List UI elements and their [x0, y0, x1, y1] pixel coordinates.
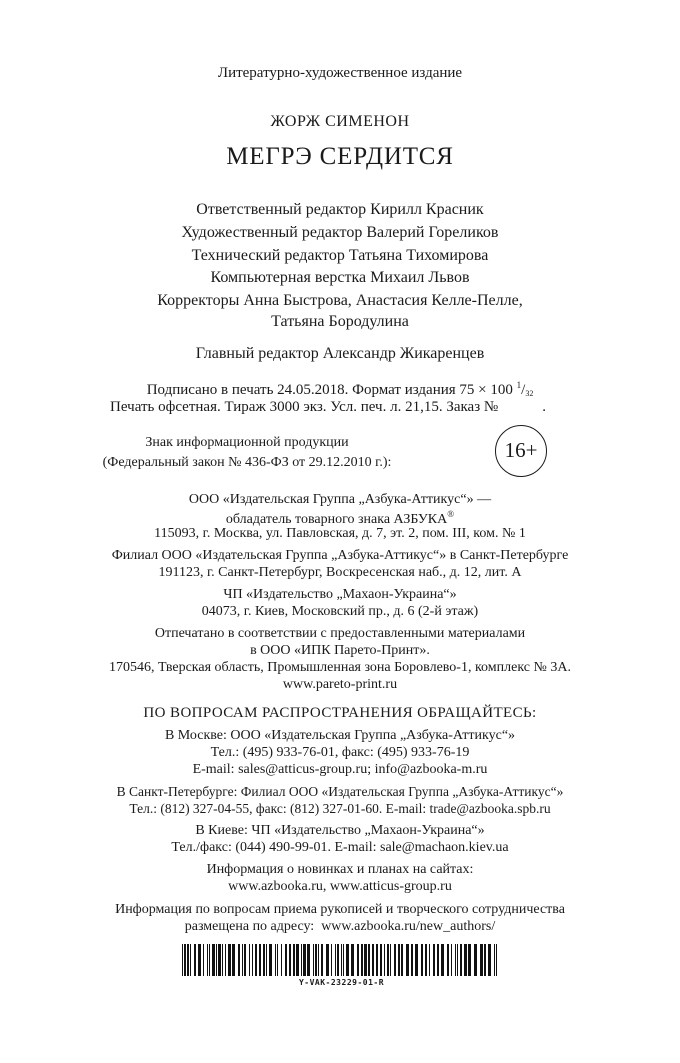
barcode-bar: [398, 944, 400, 976]
barcode-bar: [293, 944, 295, 976]
chief-editor: Главный редактор Александр Жикаренцев: [195, 345, 485, 362]
barcode-bar: [244, 944, 246, 976]
barcode-bar: [296, 944, 299, 976]
moscow-email: E-mail: sales@atticus-group.ru; info@azbooka-m.ru: [192, 762, 488, 777]
credit-line: Технический редактор Татьяна Тихомирова: [191, 247, 489, 264]
spb-contact: В Санкт-Петербурге: Филиал ООО «Издательская Группа „Азбука-Аттикус“»: [116, 784, 564, 799]
barcode-bar: [341, 944, 342, 976]
barcode-bar: [387, 944, 389, 976]
book-title: МЕГРЭ СЕРДИТСЯ: [226, 143, 454, 170]
manuscripts-info: Информация по вопросам приема рукописей и творческого сотрудничества: [115, 902, 565, 917]
barcode-bar: [421, 944, 423, 976]
credit-line: Татьяна Бородулина: [271, 313, 409, 330]
barcode-bar: [238, 944, 240, 976]
format-fraction-denominator: 32: [525, 389, 534, 398]
barcode-bar: [484, 944, 486, 976]
barcode-bar: [380, 944, 382, 976]
barcode-bar: [277, 944, 278, 976]
credit-line: Компьютерная верстка Михаил Львов: [210, 269, 470, 286]
barcode-bar: [364, 944, 367, 976]
print-info-line2: [0, 400, 668, 415]
barcode-bar: [232, 944, 235, 976]
barcode-bar: [242, 944, 243, 976]
print-info-text: Подписано в печать 24.05.2018. Формат издания 75 × 100: [146, 382, 517, 398]
barcode-bar: [182, 944, 183, 976]
barcode-bar: [460, 944, 462, 976]
barcode-bar: [301, 944, 302, 976]
barcode-bar: [474, 944, 477, 976]
barcode-bar: [394, 944, 396, 976]
age-mark-label: Знак информационной продукции: [145, 435, 349, 450]
barcode-bar: [335, 944, 336, 976]
barcode-bar: [198, 944, 201, 976]
moscow-phone: Тел.: (495) 933-76-01, факс: (495) 933-76-19: [210, 745, 470, 760]
barcode-bar: [313, 944, 314, 976]
barcode-bar: [390, 944, 391, 976]
barcode-bar: [351, 944, 354, 976]
barcode-bar: [480, 944, 483, 976]
ukraine-address: 04073, г. Киев, Московский пр., д. 6 (2-й этаж): [201, 604, 479, 619]
barcode-bar: [343, 944, 344, 976]
barcode-bar: [346, 944, 349, 976]
barcode-bar: [437, 944, 439, 976]
book-author: ЖОРЖ СИМЕНОН: [270, 113, 410, 130]
barcode-bar: [337, 944, 339, 976]
credit-line: Художественный редактор Валерий Гореликов: [181, 224, 499, 241]
barcode-bar: [285, 944, 287, 976]
barcode-bar: [376, 944, 378, 976]
barcode-bar: [429, 944, 430, 976]
barcode-bar: [222, 944, 223, 976]
barcode: [180, 944, 503, 976]
barcode-bar: [384, 944, 385, 976]
barcode-bar: [406, 944, 409, 976]
barcode-bar: [212, 944, 215, 976]
printer-website: www.pareto-print.ru: [282, 677, 398, 692]
barcode-bar: [457, 944, 458, 976]
credit-line: Ответственный редактор Кирилл Красник: [196, 201, 484, 218]
publisher-line: [0, 510, 680, 527]
barcode-bar: [433, 944, 435, 976]
kiev-contact: В Киеве: ЧП «Издательство „Махаон-Украина“»: [195, 823, 485, 838]
edition-type: Литературно-художественное издание: [217, 65, 463, 81]
websites-intro: Информация о новинках и планах на сайтах:: [206, 862, 474, 877]
age-mark-law: (Федеральный закон № 436-ФЗ от 29.12.2010 г.):: [102, 455, 392, 470]
barcode-bar: [494, 944, 495, 976]
printer-line: Отпечатано в соответствии с предоставленными материалами: [154, 626, 526, 641]
barcode-bar: [468, 944, 471, 976]
barcode-bar: [447, 944, 449, 976]
barcode-bar: [401, 944, 403, 976]
barcode-bar: [263, 944, 265, 976]
barcode-bar: [255, 944, 257, 976]
barcode-bar: [372, 944, 374, 976]
barcode-bar: [218, 944, 221, 976]
spb-phone: Тел.: (812) 327-04-55, факс: (812) 327-01-60. E-mail: trade@azbooka.spb.ru: [129, 801, 551, 816]
moscow-contact: В Москве: ООО «Издательская Группа „Азбука-Аттикус“»: [164, 728, 516, 743]
barcode-bar: [451, 944, 452, 976]
manuscripts-address: размещена по адресу: www.azbooka.ru/new_authors/: [184, 919, 496, 934]
barcode-bar: [225, 944, 226, 976]
format-fraction-numerator: 1: [516, 380, 522, 390]
barcode-text: Y-VAK-23229-01-R: [298, 978, 385, 987]
barcode-bar: [203, 944, 204, 976]
barcode-bar: [187, 944, 189, 976]
websites-list: www.azbooka.ru, www.atticus-group.ru: [228, 879, 452, 894]
kiev-phone: Тел./факс: (044) 490-99-01. E-mail: sale@machaon.kiev.ua: [171, 840, 509, 855]
registered-mark: ®: [447, 509, 455, 519]
print-info-period: .: [542, 399, 546, 415]
barcode-bar: [455, 944, 456, 976]
barcode-bar: [269, 944, 272, 976]
trademark-text: обладатель товарного знака АЗБУКА: [225, 512, 448, 527]
barcode-bar: [228, 944, 231, 976]
ukraine-publisher: ЧП «Издательство „Махаон-Украина“»: [223, 587, 457, 602]
barcode-bar: [361, 944, 363, 976]
credit-line: Корректоры Анна Быстрова, Анастасия Келле-Пелле,: [157, 292, 523, 309]
barcode-bar: [281, 944, 282, 976]
print-info-text: Печать офсетная. Тираж 3000 экз. Усл. печ. л. 21,15. Заказ №: [110, 399, 499, 415]
age-rating-badge: 16+: [495, 425, 547, 477]
barcode-bar: [331, 944, 332, 976]
barcode-bar: [488, 944, 491, 976]
barcode-bar: [252, 944, 253, 976]
barcode-bar: [259, 944, 261, 976]
barcode-bar: [194, 944, 196, 976]
barcode-bar: [190, 944, 191, 976]
distribution-heading: ПО ВОПРОСАМ РАСПРОСТРАНЕНИЯ ОБРАЩАЙТЕСЬ:: [143, 705, 537, 721]
barcode-bar: [289, 944, 291, 976]
barcode-bar: [303, 944, 306, 976]
barcode-bar: [357, 944, 359, 976]
barcode-bar: [249, 944, 250, 976]
barcode-bar: [326, 944, 329, 976]
barcode-bar: [441, 944, 444, 976]
barcode-bar: [464, 944, 467, 976]
branch-address: 191123, г. Санкт-Петербург, Воскресенская наб., д. 12, лит. А: [158, 565, 522, 580]
printer-address: 170546, Тверская область, Промышленная зона Боровлево-1, комплекс № 3А.: [109, 660, 571, 675]
barcode-bar: [307, 944, 310, 976]
barcode-bar: [415, 944, 418, 976]
barcode-bar: [207, 944, 208, 976]
publisher-line: ООО «Издательская Группа „Азбука-Аттикус“» —: [188, 492, 492, 507]
barcode-bar: [209, 944, 210, 976]
branch-line: Филиал ООО «Издательская Группа „Азбука-Аттикус“» в Санкт-Петербурге: [111, 548, 569, 563]
format-fraction-separator: /: [521, 382, 526, 398]
barcode-bar: [216, 944, 217, 976]
barcode-bar: [315, 944, 317, 976]
barcode-bar: [368, 944, 370, 976]
print-info-line1: [0, 381, 680, 398]
barcode-bar: [184, 944, 186, 976]
barcode-bar: [496, 944, 497, 976]
barcode-bar: [266, 944, 267, 976]
publisher-address: 115093, г. Москва, ул. Павловская, д. 7, эт. 2, пом. III, ком. № 1: [154, 526, 526, 541]
barcode-bar: [411, 944, 413, 976]
barcode-bar: [318, 944, 319, 976]
barcode-bar: [275, 944, 276, 976]
barcode-bar: [425, 944, 427, 976]
printer-line: в ООО «ИПК Парето-Принт».: [250, 643, 430, 658]
barcode-bar: [321, 944, 323, 976]
